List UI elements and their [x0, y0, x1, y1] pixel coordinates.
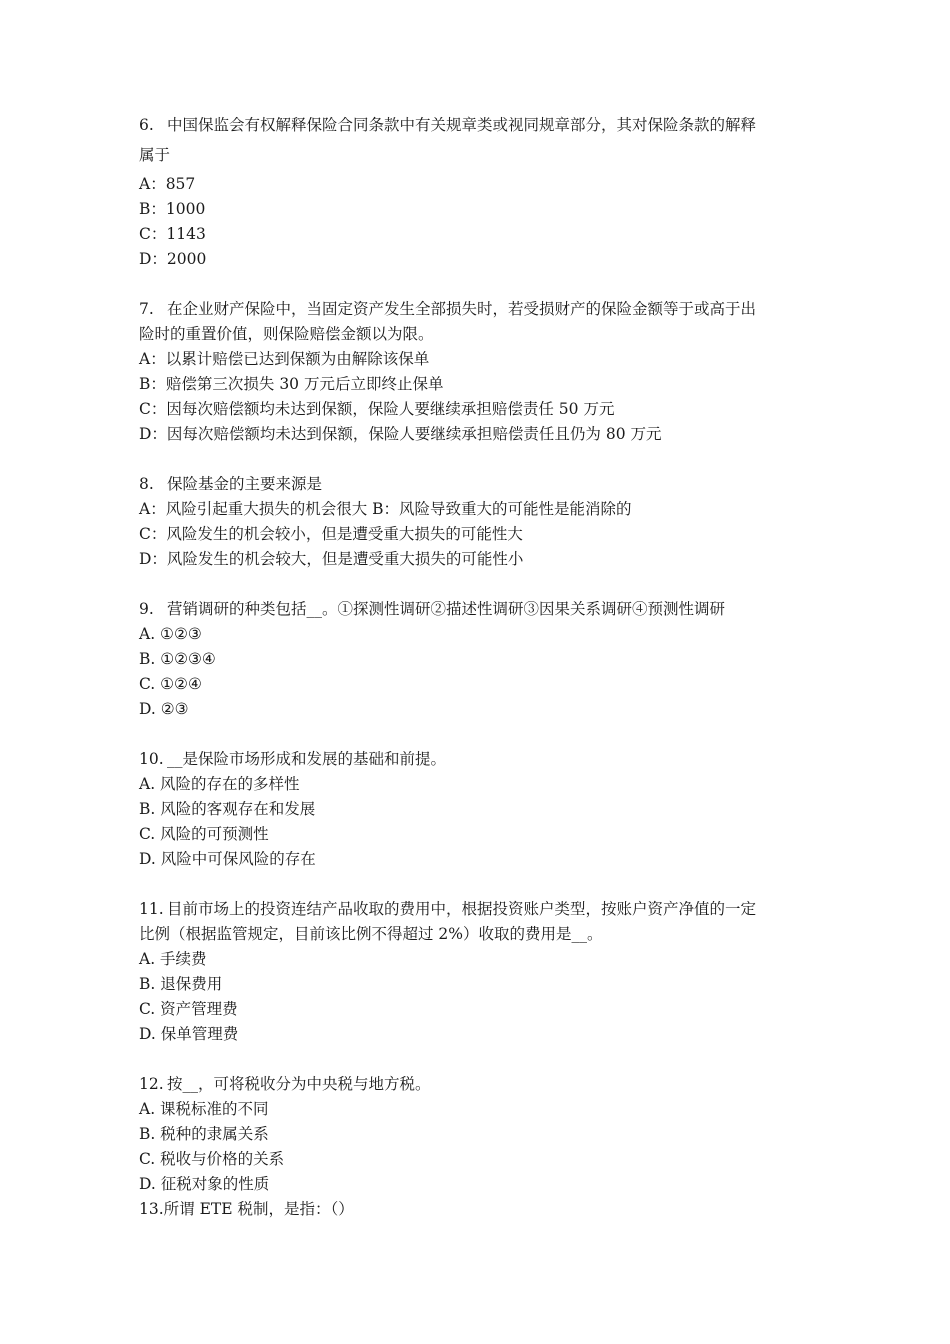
- question-text: 按__，可将税收分为中央税与地方税。: [167, 1075, 431, 1093]
- option: C. 税收与价格的关系: [139, 1150, 285, 1168]
- option: C. ①②④: [139, 675, 202, 693]
- option: B. 退保费用: [139, 975, 223, 993]
- option: D：2000: [139, 250, 207, 268]
- question-number: 12.: [139, 1075, 164, 1093]
- option: D. 征税对象的性质: [139, 1175, 270, 1193]
- question-6-continuation: 属于: [139, 146, 171, 164]
- question-11-continuation: 比例（根据监管规定，目前该比例不得超过 2%）收取的费用是__。: [139, 925, 603, 943]
- document-page: [139, 113, 829, 1222]
- option: D. 保单管理费: [139, 1025, 239, 1043]
- option: D：风险发生的机会较大，但是遭受重大损失的可能性小: [139, 550, 524, 568]
- question-text: 保险基金的主要来源是: [167, 475, 323, 493]
- option: C. 风险的可预测性: [139, 825, 269, 843]
- option: B. ①②③④: [139, 650, 216, 668]
- option: A. 手续费: [139, 950, 207, 968]
- question-text: __是保险市场形成和发展的基础和前提。: [167, 750, 447, 768]
- question-13-title: 13.所谓 ETE 税制，是指：（）: [139, 1200, 354, 1218]
- option: A. 课税标准的不同: [139, 1100, 269, 1118]
- option: A. 风险的存在的多样性: [139, 775, 300, 793]
- option: C：1143: [139, 225, 206, 243]
- question-number: 7.: [139, 300, 154, 318]
- question-text: 营销调研的种类包括__。①探测性调研②描述性调研③因果关系调研④预测性调研: [167, 600, 726, 618]
- option: B：赔偿第三次损失 30 万元后立即终止保单: [139, 375, 444, 393]
- option: B：1000: [139, 200, 206, 218]
- question-text: 中国保监会有权解释保险合同条款中有关规章类或视同规章部分，其对保险条款的解释: [167, 116, 757, 134]
- question-6-title: [139, 113, 829, 138]
- question-7-title: [139, 297, 829, 322]
- question-7-continuation: 险时的重置价值，则保险赔偿金额以为限。: [139, 325, 434, 343]
- option: A：风险引起重大损失的机会很大 B：风险导致重大的可能性是能消除的: [139, 500, 632, 518]
- question-number: 9.: [139, 600, 154, 618]
- option: D. ②③: [139, 700, 189, 718]
- question-10-title: [139, 747, 829, 772]
- question-11-title: [139, 897, 829, 922]
- option: C：风险发生的机会较小，但是遭受重大损失的可能性大: [139, 525, 523, 543]
- question-text: 在企业财产保险中，当固定资产发生全部损失时，若受损财产的保险金额等于或高于出: [167, 300, 757, 318]
- option: C. 资产管理费: [139, 1000, 238, 1018]
- option: A. ①②③: [139, 625, 202, 643]
- option: C：因每次赔偿额均未达到保额，保险人要继续承担赔偿责任 50 万元: [139, 400, 615, 418]
- option: D. 风险中可保风险的存在: [139, 850, 316, 868]
- question-number: 6.: [139, 116, 154, 134]
- option: B. 风险的客观存在和发展: [139, 800, 316, 818]
- question-number: 11.: [139, 900, 164, 918]
- question-text: 目前市场上的投资连结产品收取的费用中，根据投资账户类型，按账户资产净值的一定: [167, 900, 757, 918]
- question-9-title: [139, 597, 829, 622]
- question-number: 8.: [139, 475, 154, 493]
- question-number: 10.: [139, 750, 164, 768]
- option: A：857: [139, 175, 196, 193]
- option: A：以累计赔偿已达到保额为由解除该保单: [139, 350, 430, 368]
- option: B. 税种的隶属关系: [139, 1125, 269, 1143]
- question-8-title: [139, 472, 829, 497]
- option: D：因每次赔偿额均未达到保额，保险人要继续承担赔偿责任且仍为 80 万元: [139, 425, 662, 443]
- question-12-title: [139, 1072, 829, 1097]
